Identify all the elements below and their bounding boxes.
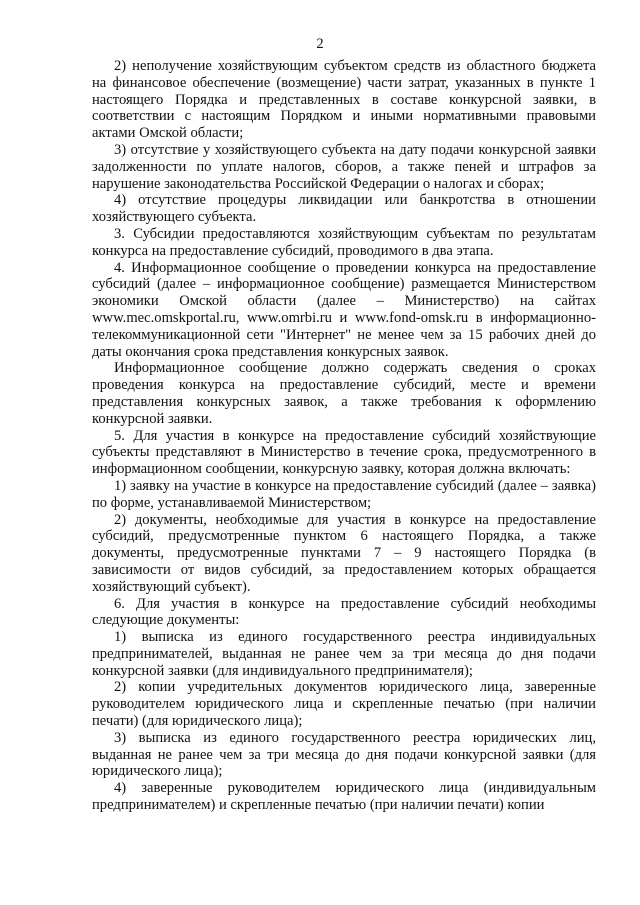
- paragraph: 2) копии учредительных документов юридического лица, заверенные руководителем юридического лица и скрепленные печатью (при наличии печати) (для юридического лица);: [92, 679, 596, 730]
- paragraph: 5. Для участия в конкурсе на предоставление субсидий хозяйствующие субъекты представляют в Министерство в течение срока, предусмотренного в информационном сообщении, конкурсную заявку, которая должна включать:: [92, 427, 596, 478]
- paragraph: 4) заверенные руководителем юридического лица (индивидуальным предпринимателем) и скрепленные печатью (при наличии печати) копии: [92, 780, 596, 814]
- paragraph: 6. Для участия в конкурсе на предоставление субсидий необходимы следующие документы:: [92, 595, 596, 629]
- paragraph: 2) неполучение хозяйствующим субъектом средств из областного бюджета на финансовое обеспечение (возмещение) части затрат, указанных в пункте 1 настоящего Порядка и представленных в составе конкурсной заявки, в соответствии с настоящим Порядком и иными нормативными правовыми актами Омской области;: [92, 58, 596, 142]
- paragraph: Информационное сообщение должно содержать сведения о сроках проведения конкурса на предоставление субсидий, месте и времени представления конкурсных заявок, а также требования к оформлению конкурсной заявки.: [92, 360, 596, 427]
- paragraph: 1) выписка из единого государственного реестра индивидуальных предпринимателей, выданная не ранее чем за три месяца до дня подачи конкурсной заявки (для индивидуального предпринимателя);: [92, 629, 596, 679]
- paragraph: 4) отсутствие процедуры ликвидации или банкротства в отношении хозяйствующего субъекта.: [92, 192, 596, 226]
- paragraph: 1) заявку на участие в конкурсе на предоставление субсидий (далее – заявка) по форме, устанавливаемой Министерством;: [92, 477, 596, 511]
- document-body: [92, 58, 596, 814]
- paragraph: 3. Субсидии предоставляются хозяйствующим субъектам по результатам конкурса на предоставление субсидий, проводимого в два этапа.: [92, 225, 596, 259]
- paragraph: 3) выписка из единого государственного реестра юридических лиц, выданная не ранее чем за три месяца до дня подачи конкурсной заявки (для юридического лица);: [92, 729, 596, 780]
- paragraph: 3) отсутствие у хозяйствующего субъекта на дату подачи конкурсной заявки задолженности по уплате налогов, сборов, а также пеней и штрафов за нарушение законодательства Российской Федерации о налогах и сборах;: [92, 141, 596, 192]
- paragraph: 2) документы, необходимые для участия в конкурсе на предоставление субсидий, предусмотренные пунктом 6 настоящего Порядка, а также документы, предусмотренные пунктами 7 – 9 настоящего Порядка (в зависимости от видов субсидий, за предоставлением которых обращается хозяйствующий субъект).: [92, 511, 596, 595]
- page-number: 2: [316, 36, 324, 52]
- paragraph: 4. Информационное сообщение о проведении конкурса на предоставление субсидий (далее – информационное сообщение) размещается Министерством экономики Омской области (далее – Министерство) на сайтах www.mec.omskportal.ru, www.omrbi.ru и www.fond-omsk.ru в информационно-телекоммуникационной сети "Интернет" не менее чем за 15 рабочих дней до даты окончания срока представления конкурсных заявок.: [92, 259, 596, 360]
